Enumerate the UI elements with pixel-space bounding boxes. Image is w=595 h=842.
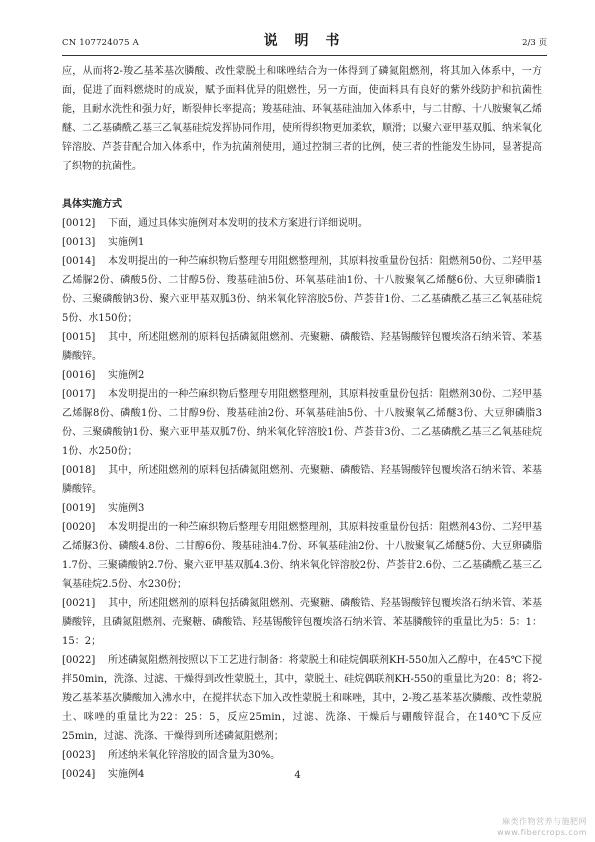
paragraph-0017 [62, 385, 542, 461]
site-watermark [497, 816, 587, 838]
example-heading: 实施例3 [108, 503, 145, 514]
paragraph-number: [0017] [62, 389, 96, 400]
page-count: 2/3 页 [522, 38, 547, 48]
paragraph-0022 [62, 651, 542, 746]
paragraph-0014 [62, 252, 542, 328]
paragraph-text: 本发明提出的一种苎麻织物后整理专用阻燃整理剂，其原料按重量份包括：阻燃剂43份、二羟甲基乙烯脲3份、磷酸4.8份、二甘醇6份、羧基硅油4.7份、环氧基硅油2份、十八胺聚氧乙烯醚5份、大豆卵磷脂1.7份、三聚磷酸钠2.7份、聚六亚甲基双胍4.3份、纳米氧化锌溶胶2份、芦荟苷2.6份、二乙基磷酰乙基三乙氧基硅烷2.5份、水230份； [62, 522, 542, 590]
paragraph-text: 下面，通过具体实施例对本发明的技术方案进行详细说明。 [108, 218, 368, 229]
paragraph-number: [0019] [62, 503, 96, 514]
paragraph-number: [0024] [62, 769, 96, 780]
paragraph-0020 [62, 518, 542, 594]
paragraph-gap [62, 176, 542, 195]
watermark-url: www.fibercrops.com [497, 828, 587, 837]
paragraph-0015 [62, 328, 542, 366]
paragraph-number: [0018] [62, 465, 96, 476]
paragraph-0023 [62, 746, 542, 765]
page-number: 4 [294, 770, 301, 781]
paragraph-0016 [62, 366, 542, 385]
paragraph-text: 其中，所述阻燃剂的原料包括磷氮阻燃剂、壳聚糖、磷酸锆、羟基锡酸锌包覆埃洛石纳米管、苯基膦酸锌。 [62, 332, 542, 362]
header-divider [62, 55, 547, 56]
paragraph-text: 其中，所述阻燃剂的原料包括磷氮阻燃剂、壳聚糖、磷酸锆、羟基锡酸锌包覆埃洛石纳米管、苯基膦酸锌。 [62, 465, 542, 495]
paragraph-0018 [62, 461, 542, 499]
paragraph-text: 本发明提出的一种苎麻织物后整理专用阻燃整理剂，其原料按重量份包括：阻燃剂50份、二羟甲基乙烯脲2份、磷酸5份、二甘醇5份、羧基硅油5份、环氧基硅油1份、十八胺聚氧乙烯醚6份、大豆卵磷脂1份、三聚磷酸钠3份、聚六亚甲基双胍3份、纳米氧化锌溶胶5份、芦荟苷1份、二乙基磷酰乙基三乙氧基硅烷5份、水150份； [62, 256, 542, 324]
paragraph-text: 所述磷氮阻燃剂按照以下工艺进行制备：将蒙脱土和硅烷偶联剂KH-550加入乙醇中，在45℃下搅拌50min，洗涤、过滤、干燥得到改性蒙脱土，其中，蒙脱土、硅烷偶联剂KH-550的重量比为20：8；将2-羧乙基苯基次膦酸加入沸水中，在搅拌状态下加入改性蒙脱土和咪唑，其中，2-羧乙基苯基次膦酸、改性蒙脱土、咪唑的重量比为22：25：5，反应25min，过滤、洗涤、干燥后与硼酸锌混合，在140℃下反应25min，过滤、洗涤、干燥得到所述磷氮阻燃剂； [62, 655, 542, 742]
example-heading: 实施例1 [108, 237, 145, 248]
publication-number: CN 107724075 A [62, 38, 139, 48]
paragraph-number: [0021] [62, 598, 96, 609]
example-heading: 实施例2 [108, 370, 145, 381]
paragraph-text: 本发明提出的一种苎麻织物后整理专用阻燃整理剂，其原料按重量份包括：阻燃剂30份、二羟甲基乙烯脲8份、磷酸1份、二甘醇9份、羧基硅油2份、环氧基硅油5份、十八胺聚氧乙烯醚3份、大豆卵磷脂3份、三聚磷酸钠1份、聚六亚甲基双胍7份、纳米氧化锌溶胶1份、芦荟苷3份、二乙基磷酰乙基三乙氧基硅烷1份、水250份； [62, 389, 542, 457]
paragraph-number: [0023] [62, 750, 96, 761]
paragraph-0021 [62, 594, 542, 651]
watermark-site-name: 麻类作物营养与施肥网 [502, 817, 587, 826]
document-title: 说 明 书 [263, 33, 346, 49]
section-heading: 具体实施方式 [62, 199, 122, 210]
paragraph-number: [0015] [62, 332, 96, 343]
paragraph-number: [0013] [62, 237, 96, 248]
intro-paragraph: 应，从而将2-羧乙基苯基次膦酸、改性蒙脱土和咪唑结合为一体得到了磷氮阻燃剂，将其加入体系中，一方面，促进了面料燃烧时的成炭，赋予面料优异的阻燃性，另一方面，使面料具有良好的紫外线防护和抗菌性能，且耐水洗性和强力好，断裂伸长率提高；羧基硅油、环氧基硅油加入体系中，与二甘醇、十八胺聚氧乙烯醚、二乙基磷酰乙基三乙氧基硅烷发挥协同作用，使所得织物更加柔软，顺滑；以聚六亚甲基双胍、纳米氧化锌溶胶、芦荟苷配合加入体系中，作为抗菌剂使用，通过控制三者的比例，使三者的性能发生协同，显著提高了织物的抗菌性。 [62, 66, 542, 172]
paragraph-0019 [62, 499, 542, 518]
page-header [62, 34, 547, 52]
paragraph-number: [0022] [62, 655, 96, 666]
example-heading: 实施例4 [108, 769, 145, 780]
paragraph-number: [0012] [62, 218, 96, 229]
paragraph-text: 所述纳米氧化锌溶胶的固含量为30%。 [108, 750, 281, 761]
paragraph-number: [0016] [62, 370, 96, 381]
paragraph-0012 [62, 214, 542, 233]
paragraph-number: [0020] [62, 522, 96, 533]
paragraph-0013 [62, 233, 542, 252]
document-body [62, 62, 542, 784]
paragraph-text: 其中，所述阻燃剂的原料包括磷氮阻燃剂、壳聚糖、磷酸锆、羟基锡酸锌包覆埃洛石纳米管、苯基膦酸锌，且磷氮阻燃剂、壳聚糖、磷酸锆、羟基锡酸锌包覆埃洛石纳米管、苯基膦酸锌的重量比为5：5：1：15：2； [62, 598, 542, 647]
paragraph-number: [0014] [62, 256, 96, 267]
